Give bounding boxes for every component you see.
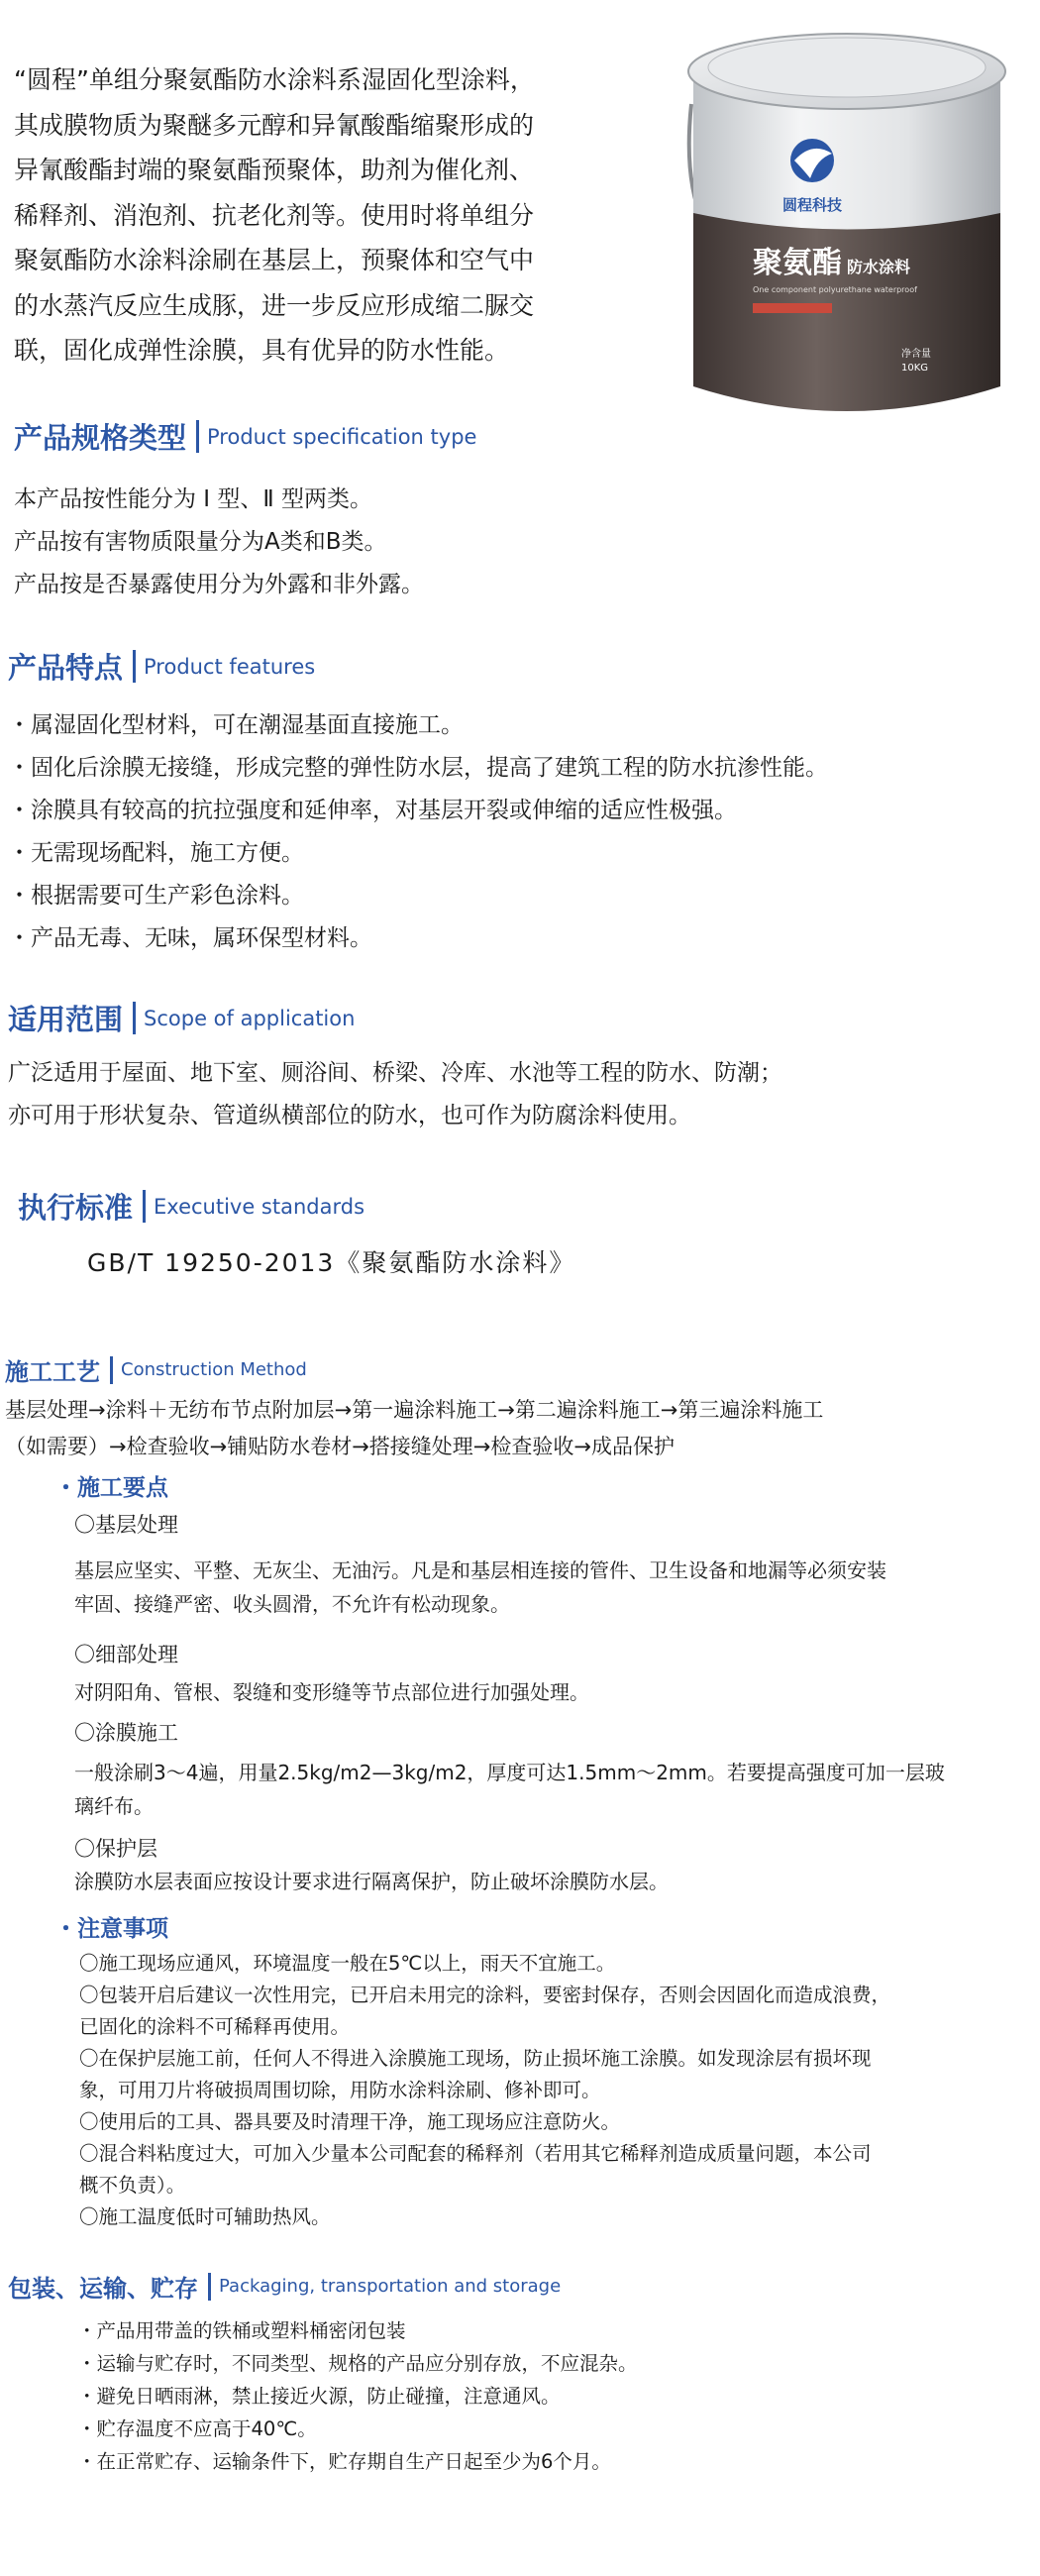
can-brand-text: 圆程科技 — [781, 196, 843, 214]
heading-divider — [110, 1356, 113, 1384]
construction-title-cn: 施工工艺 — [5, 1358, 100, 1386]
scope-heading — [8, 998, 355, 1038]
feature-line: ・产品无毒、无味，属环保型材料。 — [8, 925, 372, 951]
packaging-title-en: Packaging, transportation and storage — [219, 2276, 562, 2297]
item-heading: 〇细部处理 — [74, 1643, 178, 1666]
construction-title-en: Construction Method — [121, 1359, 307, 1380]
feature-line: ・属湿固化型材料，可在潮湿基面直接施工。 — [8, 712, 464, 738]
flow-line: 基层处理→涂料＋无纺布节点附加层→第一遍涂料施工→第二遍涂料施工→第三遍涂料施工 — [5, 1398, 824, 1422]
item-line: 基层应坚实、平整、无灰尘、无油污。凡是和基层相连接的管件、卫生设备和地漏等必须安装 — [74, 1558, 886, 1582]
intro-line: 联，固化成弹性涂膜，具有优异的防水性能。 — [14, 336, 510, 365]
item-line: 璃纤布。 — [74, 1794, 154, 1818]
flow-line: （如需要）→检查验收→铺贴防水卷材→搭接缝处理→检查验收→成品保护 — [5, 1435, 675, 1458]
item-heading: 〇保护层 — [74, 1837, 157, 1861]
packaging-list — [77, 2314, 638, 2478]
item-line: 牢固、接缝严密、收头圆滑，不允许有松动现象。 — [74, 1592, 510, 1616]
note-line: 〇使用后的工具、器具要及时清理干净，施工现场应注意防火。 — [79, 2110, 621, 2133]
product-can-image — [664, 10, 1030, 446]
spec-line: 产品按有害物质限量分为A类和B类。 — [14, 529, 387, 555]
item-line: 一般涂刷3～4遍，用量2.5kg/m2—3kg/m2，厚度可达1.5mm～2mm。若要提高强度可加一层玻 — [74, 1761, 945, 1784]
features-title-cn: 产品特点 — [8, 651, 124, 685]
intro-line: “圆程”单组分聚氨酯防水涂料系湿固化型涂料， — [14, 65, 535, 94]
feature-line: ・涂膜具有较高的抗拉强度和延伸率，对基层开裂或伸缩的适应性极强。 — [8, 798, 737, 823]
note-line: 已固化的涂料不可稀释再使用。 — [79, 2015, 351, 2038]
spec-heading — [14, 416, 476, 457]
item-text — [74, 1675, 589, 1709]
packaging-line: ・避免日晒雨淋，禁止接近火源，防止碰撞，注意通风。 — [77, 2385, 561, 2408]
standard-heading — [18, 1186, 364, 1227]
note-line: 〇在保护层施工前，任何人不得进入涂膜施工现场，防止损坏施工涂膜。如发现涂层有损坏现 — [79, 2047, 872, 2070]
scope-list — [8, 1052, 782, 1137]
construction-flow — [5, 1392, 823, 1465]
standard-title-en: Executive standards — [154, 1194, 365, 1219]
spec-line: 产品按是否暴露使用分为外露和非外露。 — [14, 572, 424, 597]
item-line: 对阴阳角、管根、裂缝和变形缝等节点部位进行加强处理。 — [74, 1680, 589, 1704]
packaging-line: ・在正常贮存、运输条件下，贮存期自生产日起至少为6个月。 — [77, 2450, 611, 2473]
note-line: 概不负责）。 — [79, 2174, 186, 2197]
key-points-title: ・施工要点 — [54, 1475, 168, 1501]
packaging-line: ・产品用带盖的铁桶或塑料桶密闭包装 — [77, 2319, 406, 2342]
notes-title: ・注意事项 — [54, 1916, 168, 1942]
item-heading: 〇涂膜施工 — [74, 1721, 178, 1745]
note-line: 〇包装开启后建议一次性用完，已开启未用完的涂料，要密封保存，否则会因固化而造成浪费， — [79, 1984, 891, 2006]
packaging-line: ・贮存温度不应高于40℃。 — [77, 2417, 317, 2440]
intro-line: 异氰酸酯封端的聚氨酯预聚体，助剂为催化剂、 — [14, 156, 535, 184]
can-title-text: 聚氨酯 — [753, 246, 842, 280]
scope-line: 亦可用于形状复杂、管道纵横部位的防水，也可作为防腐涂料使用。 — [8, 1103, 691, 1128]
item-text — [74, 1554, 886, 1621]
packaging-line: ・运输与贮存时，不同类型、规格的产品应分别存放，不应混杂。 — [77, 2352, 638, 2375]
heading-divider — [196, 420, 199, 453]
intro-line: 稀释剂、消泡剂、抗老化剂等。使用时将单组分 — [14, 200, 535, 230]
heading-divider — [143, 1190, 146, 1223]
notes-list — [79, 1948, 890, 2233]
can-net-value: 10KG — [901, 363, 929, 374]
intro-line: 聚氨酯防水涂料涂刷在基层上，预聚体和空气中 — [14, 246, 535, 274]
spec-line: 本产品按性能分为 Ⅰ 型、Ⅱ 型两类。 — [14, 486, 373, 512]
standard-title-cn: 执行标准 — [18, 1191, 134, 1225]
features-heading — [8, 646, 315, 687]
item-text — [74, 1865, 669, 1898]
intro-line: 其成膜物质为聚醚多元醇和异氰酸酯缩聚形成的 — [14, 110, 535, 140]
note-line: 〇施工现场应通风，环境温度一般在5℃以上，雨天不宜施工。 — [79, 1952, 616, 1975]
scope-line: 广泛适用于屋面、地下室、厕浴间、桥梁、冷库、水池等工程的防水、防潮； — [8, 1060, 782, 1086]
item-text — [74, 1756, 945, 1823]
scope-title-en: Scope of application — [144, 1006, 356, 1030]
spec-list — [14, 479, 424, 606]
can-title-suffix-text: 防水涂料 — [847, 258, 911, 276]
intro-line: 的水蒸汽反应生成豚，进一步反应形成缩二脲交 — [14, 290, 535, 320]
note-line: 〇混合料粘度过大，可加入少量本公司配套的稀释剂（若用其它稀释剂造成质量问题，本公司 — [79, 2142, 872, 2165]
note-line: 象，可用刀片将破损周围切除，用防水涂料涂刷、修补即可。 — [79, 2079, 601, 2101]
brand-logo-icon — [790, 139, 834, 182]
packaging-heading — [8, 2269, 561, 2304]
item-line: 涂膜防水层表面应按设计要求进行隔离保护，防止破坏涂膜防水层。 — [74, 1870, 669, 1893]
feature-line: ・根据需要可生产彩色涂料。 — [8, 883, 304, 909]
note-line: 〇施工温度低时可辅助热风。 — [79, 2205, 331, 2228]
can-subtitle-text: One component polyurethane waterproof — [753, 285, 917, 294]
packaging-title-cn: 包装、运输、贮存 — [8, 2275, 198, 2303]
features-list — [8, 704, 828, 960]
spec-title-cn: 产品规格类型 — [14, 421, 187, 455]
scope-title-cn: 适用范围 — [8, 1003, 124, 1036]
standard-text: GB/T 19250-2013《聚氨酯防水涂料》 — [87, 1248, 576, 1277]
construction-heading — [5, 1352, 307, 1387]
item-heading: 〇基层处理 — [74, 1513, 178, 1537]
feature-line: ・无需现场配料，施工方便。 — [8, 840, 304, 866]
features-title-en: Product features — [144, 654, 316, 679]
spec-title-en: Product specification type — [207, 424, 477, 449]
feature-line: ・固化后涂膜无接缝，形成完整的弹性防水层，提高了建筑工程的防水抗渗性能。 — [8, 755, 828, 781]
heading-divider — [133, 1002, 136, 1034]
can-net-label: 净含量 — [901, 349, 931, 360]
heading-divider — [208, 2273, 211, 2301]
intro-paragraph — [14, 57, 648, 374]
heading-divider — [133, 650, 136, 683]
